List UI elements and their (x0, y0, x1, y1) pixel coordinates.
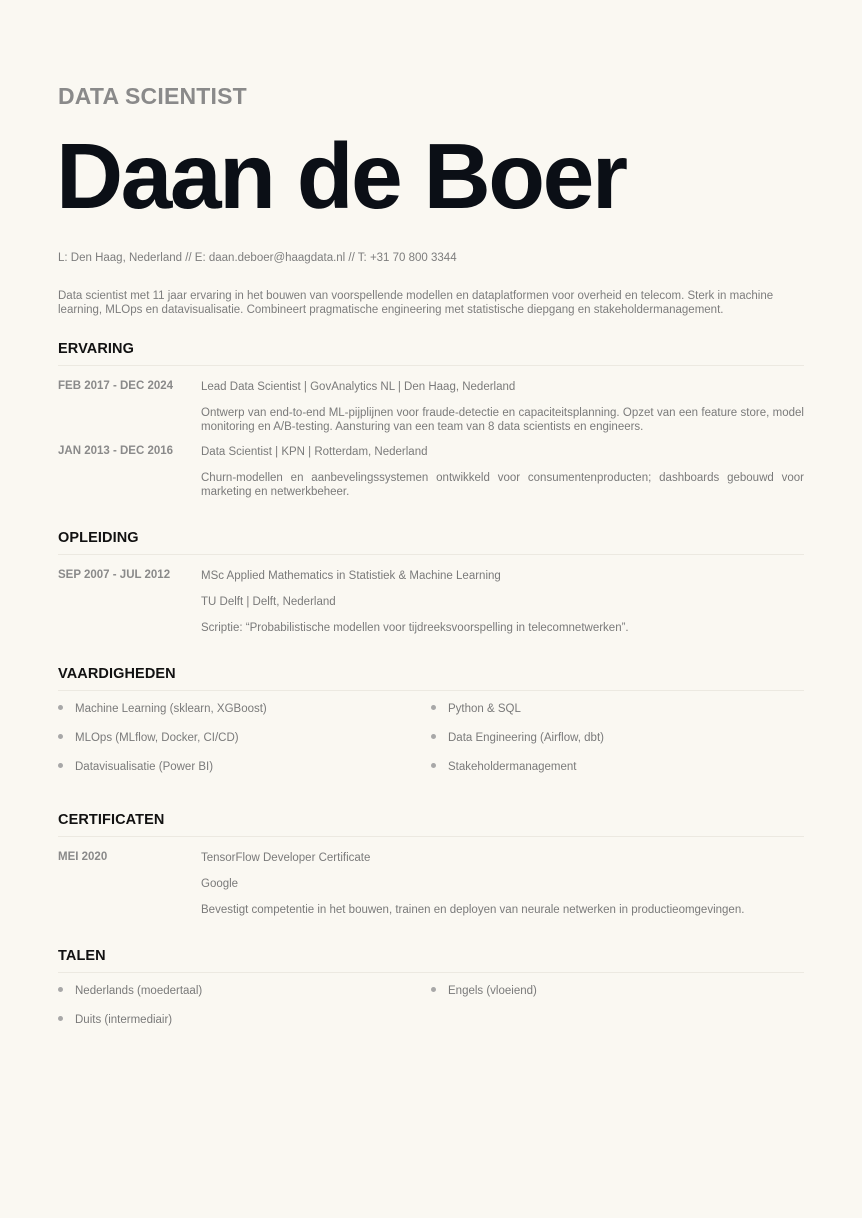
education-thesis: Scriptie: “Probabilistische modellen voor tijdreeksvoorspelling in telecomnetwerken”. (201, 622, 629, 634)
person-name: Daan de Boer (56, 124, 626, 228)
languages-section (58, 948, 804, 1038)
profile-summary: Data scientist met 11 jaar ervaring in het bouwen van voorspellende modellen en dataplatformen voor overheid en telecom. Sterk in machine learning, MLOps en datavisualisatie. Combineert pragmatische engineering met statistische diepgang en stakeholdermanagement. (58, 290, 774, 316)
skill-item: Stakeholdermanagement (431, 761, 577, 773)
experience-date: JAN 2013 - DEC 2016 (58, 445, 174, 457)
education-date: SEP 2007 - JUL 2012 (58, 569, 171, 581)
bullet-icon (58, 734, 63, 739)
experience-role: Data Scientist | KPN | Rotterdam, Nederland (201, 446, 428, 458)
contact-line: L: Den Haag, Nederland // E: daan.deboer@haagdata.nl // T: +31 70 800 3344 (58, 252, 457, 264)
skill-item: MLOps (MLflow, Docker, CI/CD) (58, 732, 239, 744)
education-section (58, 530, 804, 640)
experience-description: Ontwerp van end-to-end ML-pijplijnen voor fraude-detectie en capaciteitsplanning. Opzet van een feature store, model monitoring en A/B-testing. Aansturing van een team van 8 data scientists en engineers. (201, 407, 804, 433)
certificate-date: MEI 2020 (58, 851, 108, 863)
section-title: ERVARING (58, 341, 804, 366)
experience-role: Lead Data Scientist | GovAnalytics NL | Den Haag, Nederland (201, 381, 516, 393)
bullet-icon (431, 705, 436, 710)
bullet-icon (431, 763, 436, 768)
language-item: Nederlands (moedertaal) (58, 985, 202, 997)
experience-date: FEB 2017 - DEC 2024 (58, 380, 174, 392)
certificate-issuer: Google (201, 878, 239, 890)
bullet-icon (58, 763, 63, 768)
certificate-name: TensorFlow Developer Certificate (201, 852, 371, 864)
education-school: TU Delft | Delft, Nederland (201, 596, 336, 608)
bullet-icon (58, 987, 63, 992)
section-title: OPLEIDING (58, 530, 804, 555)
section-title: VAARDIGHEDEN (58, 666, 804, 691)
bullet-icon (58, 1016, 63, 1021)
skill-item: Python & SQL (431, 703, 521, 715)
language-item: Duits (intermediair) (58, 1014, 172, 1026)
skill-item: Data Engineering (Airflow, dbt) (431, 732, 604, 744)
education-degree: MSc Applied Mathematics in Statistiek & Machine Learning (201, 570, 501, 582)
experience-section (58, 341, 804, 511)
skill-item: Machine Learning (sklearn, XGBoost) (58, 703, 267, 715)
skill-item: Datavisualisatie (Power BI) (58, 761, 213, 773)
bullet-icon (431, 987, 436, 992)
section-title: CERTIFICATEN (58, 812, 804, 837)
certificate-description: Bevestigt competentie in het bouwen, trainen en deployen van neurale netwerken in productieomgevingen. (201, 904, 745, 916)
section-title: TALEN (58, 948, 804, 973)
job-title: DATA SCIENTIST (58, 83, 247, 109)
certificates-section (58, 812, 804, 922)
bullet-icon (431, 734, 436, 739)
experience-description: Churn-modellen en aanbevelingssystemen ontwikkeld voor consumentenproducten; dashboards gebouwd voor marketing en netwerkbeheer. (201, 472, 804, 498)
bullet-icon (58, 705, 63, 710)
language-item: Engels (vloeiend) (431, 985, 537, 997)
skills-section (58, 666, 804, 786)
